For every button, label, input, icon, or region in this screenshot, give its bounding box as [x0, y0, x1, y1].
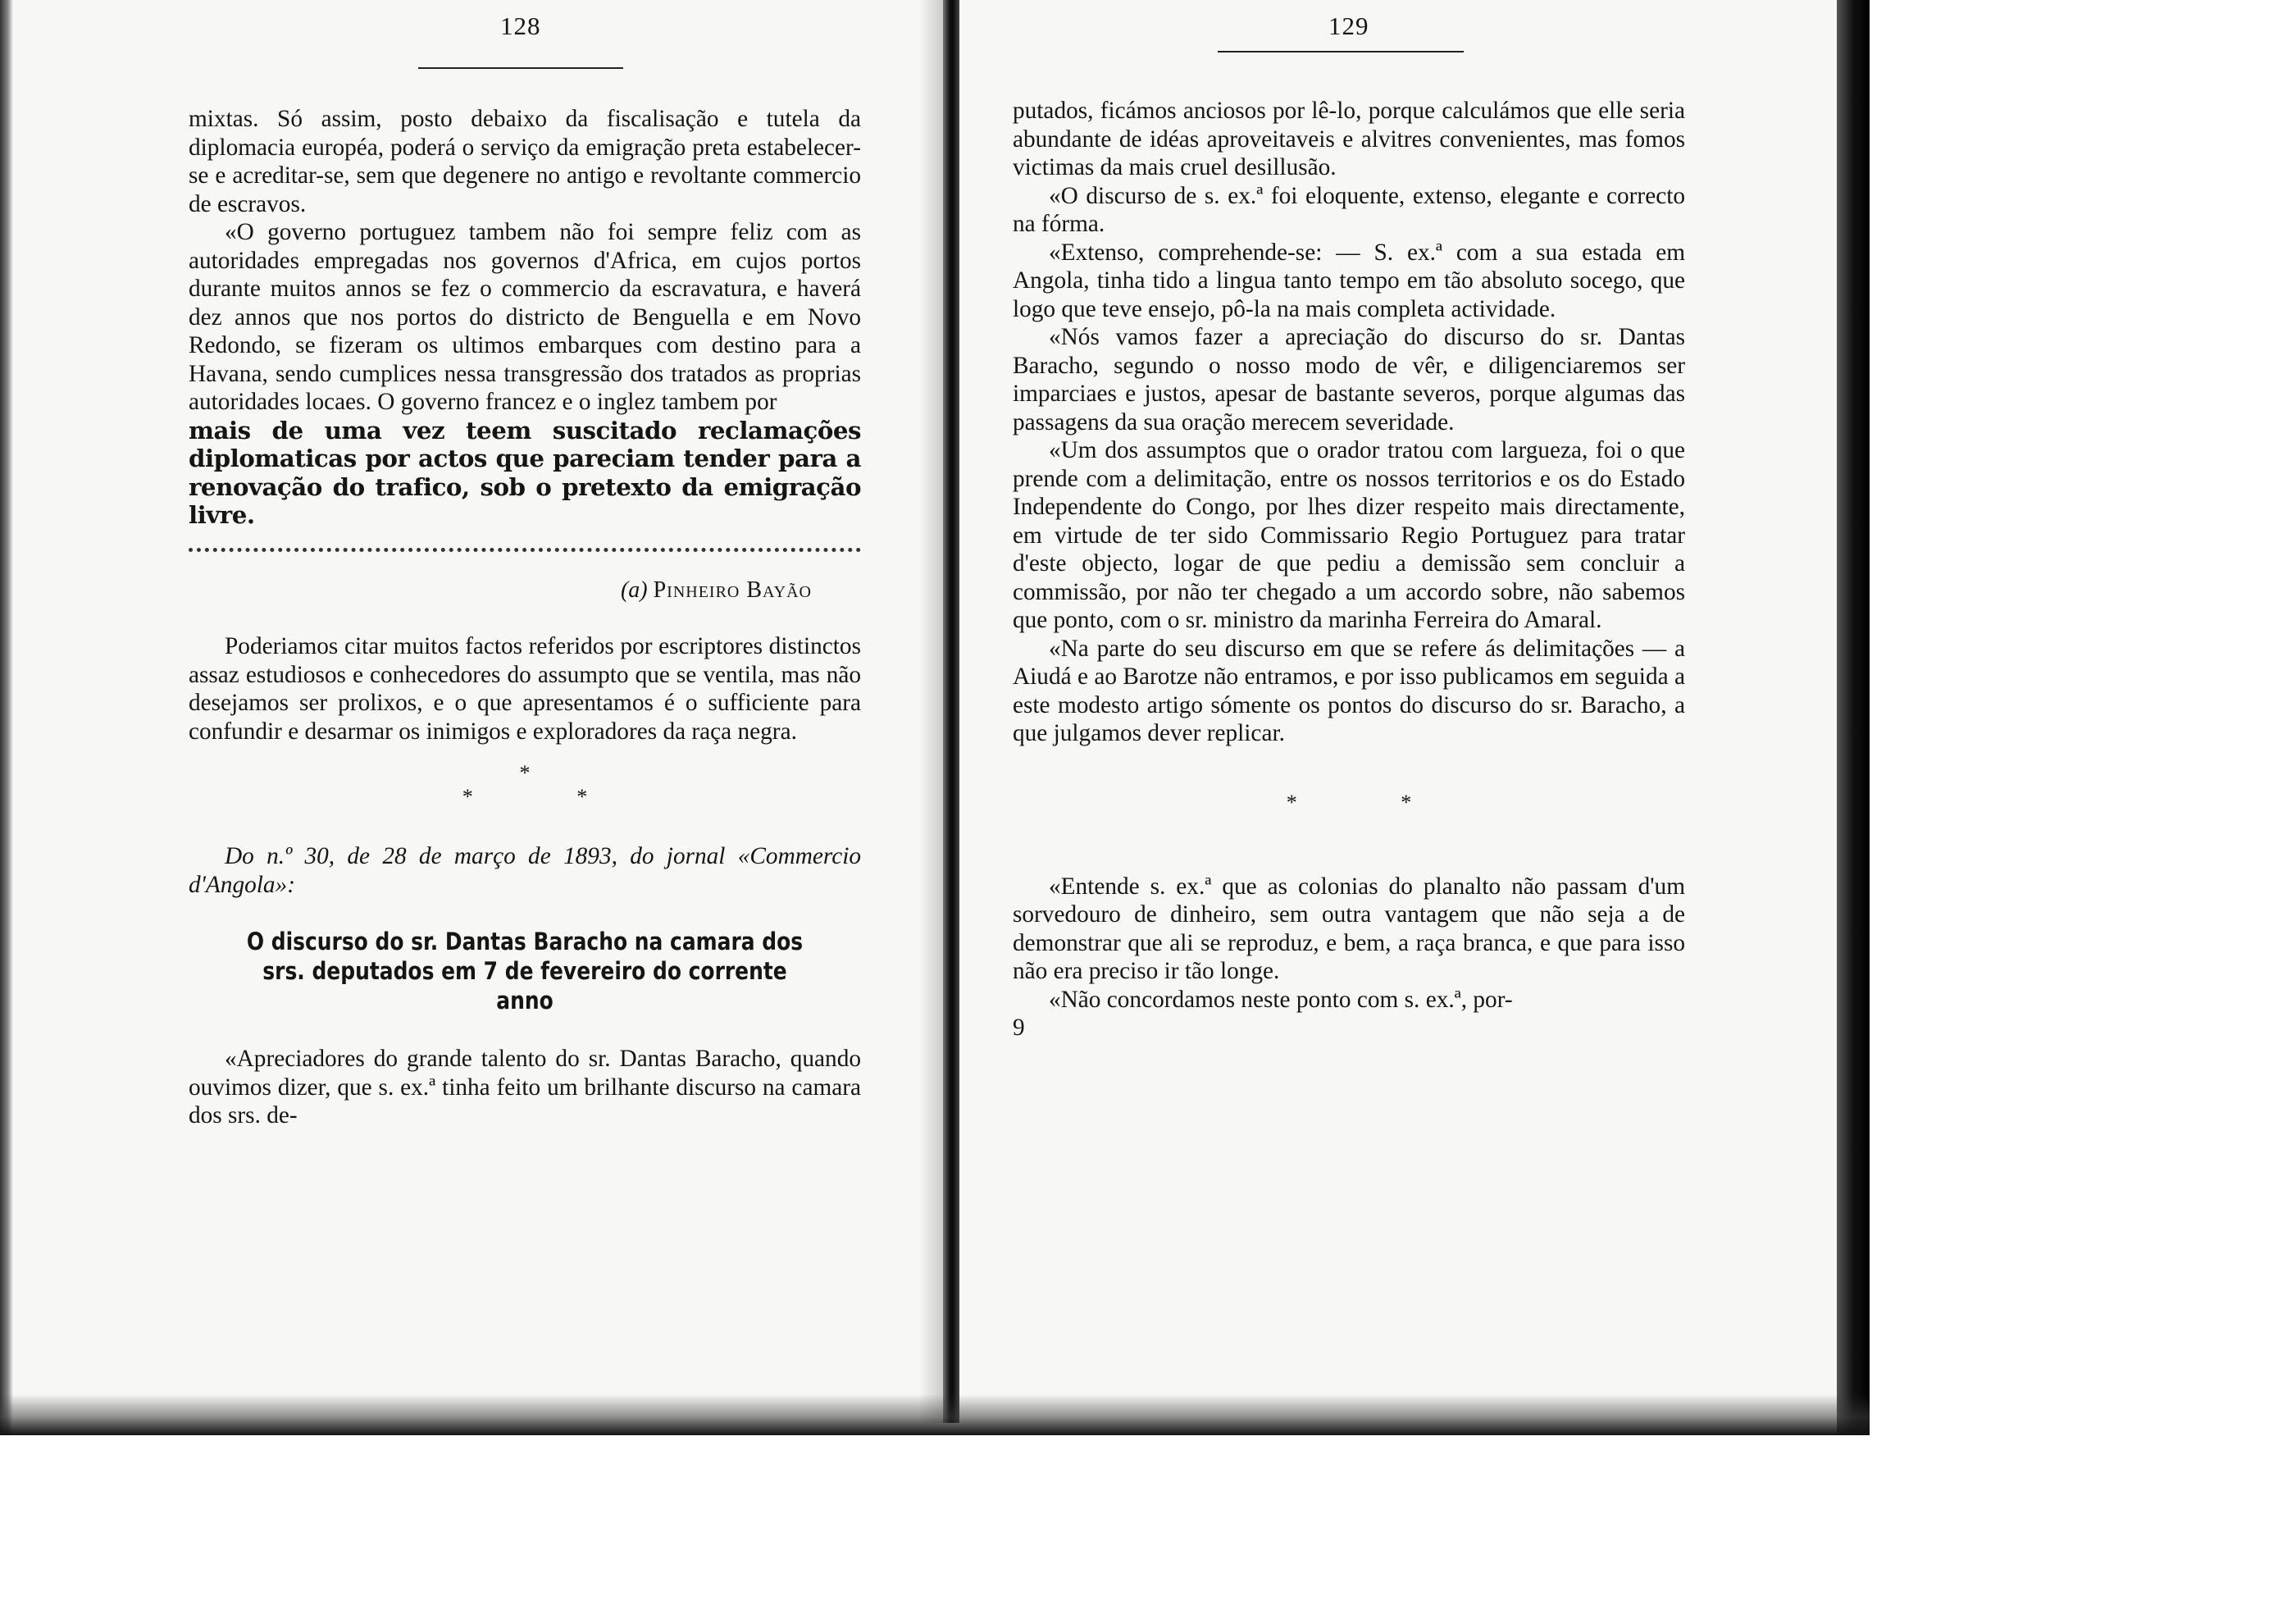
paragraph: «Extenso, comprehende-se: — S. ex.ª com a sua estada em Angola, tinha tido a lingua tanto tempo em tão absoluto socego, que logo que teve ensejo, pô-la na mais completa actividade.: [1013, 239, 1685, 322]
paragraph: «Apreciadores do grande talento do sr. Dantas Baracho, quando ouvimos dizer, que s. ex.ª tinha feito um brilhante discurso na camara dos srs. de-: [189, 1046, 861, 1128]
right-page-text: [1013, 97, 1685, 1042]
signature: [189, 577, 812, 605]
paragraph: «O discurso de s. ex.ª foi eloquente, extenso, elegante e correcto na fórma.: [1013, 182, 1685, 237]
paragraph: «Na parte do seu discurso em que se refere ás delimitações — a Aiudá e ao Barotze não entramos, e por isso publicamos em seguida a este modesto artigo sómente os pontos do discurso do sr. Baracho, a que julgamos dever replicar.: [1013, 635, 1685, 746]
page-number-left: 128: [500, 11, 541, 40]
book-gutter: [943, 0, 959, 1423]
left-page-edge: [0, 0, 13, 1435]
header-rule-left: [418, 67, 623, 69]
bottom-page-edge: [0, 1394, 1870, 1435]
asterism: * *: [1286, 790, 1461, 814]
header-rule-right: [1218, 51, 1464, 52]
bold-passage: mais de uma vez teem suscitado reclamações diplomaticas por actos que pareciam tender para a renovação do trafico, sob o pretexto da emigração livre.: [189, 415, 861, 529]
paragraph: putados, ficámos anciosos por lê-lo, porque calculámos que elle seria abundante de idéas aproveitaveis e alvitres convenientes, mas fomos victimas da mais cruel desillusão.: [1013, 98, 1685, 180]
signature-name: Pinheiro Bayão: [653, 577, 812, 603]
page-number-right: 129: [1328, 11, 1369, 40]
source-citation: Do n.º 30, de 28 de março de 1893, do jornal «Commercio d'Angola»:: [189, 843, 861, 898]
paragraph: «Um dos assumptos que o orador tratou com largueza, foi o que prende com a delimitação, entre os nossos territorios e os do Estado Independente do Congo, por lhes dizer respeito mais directamente, em virtude de ter sido Commissario Regio Portuguez para tratar d'este objecto, logar de que pediu a demissão sem concluir a commissão, por não ter chegado a um accordo sobre, não sabemos que ponto, com o sr. ministro da marinha Ferreira do Amaral.: [1013, 437, 1685, 633]
dotted-separator: [189, 548, 861, 552]
signature-folio: 9: [1013, 1014, 1025, 1041]
paragraph: «O governo portuguez tambem não foi sempre feliz com as autoridades empregadas nos governos d'Africa, em cujos portos durante muitos annos se fez o commercio da escravatura, e haverá dez annos que nos portos do districto de Benguella e em Novo Redondo, se fizeram os ultimos embarques com destino para a Havana, sendo cumplices nessa transgressão dos tratados as proprias autoridades locaes. O governo francez e o inglez tambem por: [189, 219, 861, 415]
article-heading: O discurso do sr. Dantas Baracho na camara dos srs. deputados em 7 de fevereiro do corrente anno: [246, 928, 804, 1014]
asterism-bottom: * *: [462, 785, 637, 809]
signature-prefix: (a): [620, 577, 648, 603]
paragraph: mixtas. Só assim, posto debaixo da fiscalisação e tutela da diplomacia européa, poderá o serviço da emigração preta estabelecer-se e acreditar-se, sem que degenere no antigo e revoltante commercio de escravos.: [189, 106, 861, 217]
paragraph: «Não concordamos neste ponto com s. ex.ª, por-: [1049, 986, 1513, 1013]
paragraph: «Entende s. ex.ª que as colonias do planalto não passam d'um sorvedouro de dinheiro, sem outra vantagem que não seja a de demonstrar que ali se reproduz, e bem, a raça branca, e que para isso não era preciso ir tão longe.: [1013, 873, 1685, 984]
paragraph: Poderiamos citar muitos factos referidos por escriptores distinctos assaz estudiosos e conhecedores do assumpto que se ventila, mas não desejamos ser prolixos, e o que apresentamos é o sufficiente para confundir e desarmar os inimigos e exploradores da raça negra.: [189, 633, 861, 745]
paragraph: «Nós vamos fazer a apreciação do discurso do sr. Dantas Baracho, segundo o nosso modo de vêr, e diligenciaremos ser imparciaes e justos, apesar de bastante severos, porque algumas das passagens da sua oração merecem severidade.: [1013, 324, 1685, 435]
gutter-shadow: [918, 0, 943, 1423]
asterism-top: *: [519, 761, 531, 785]
right-page-edge: [1837, 0, 1870, 1435]
left-page-text: [189, 105, 861, 1130]
